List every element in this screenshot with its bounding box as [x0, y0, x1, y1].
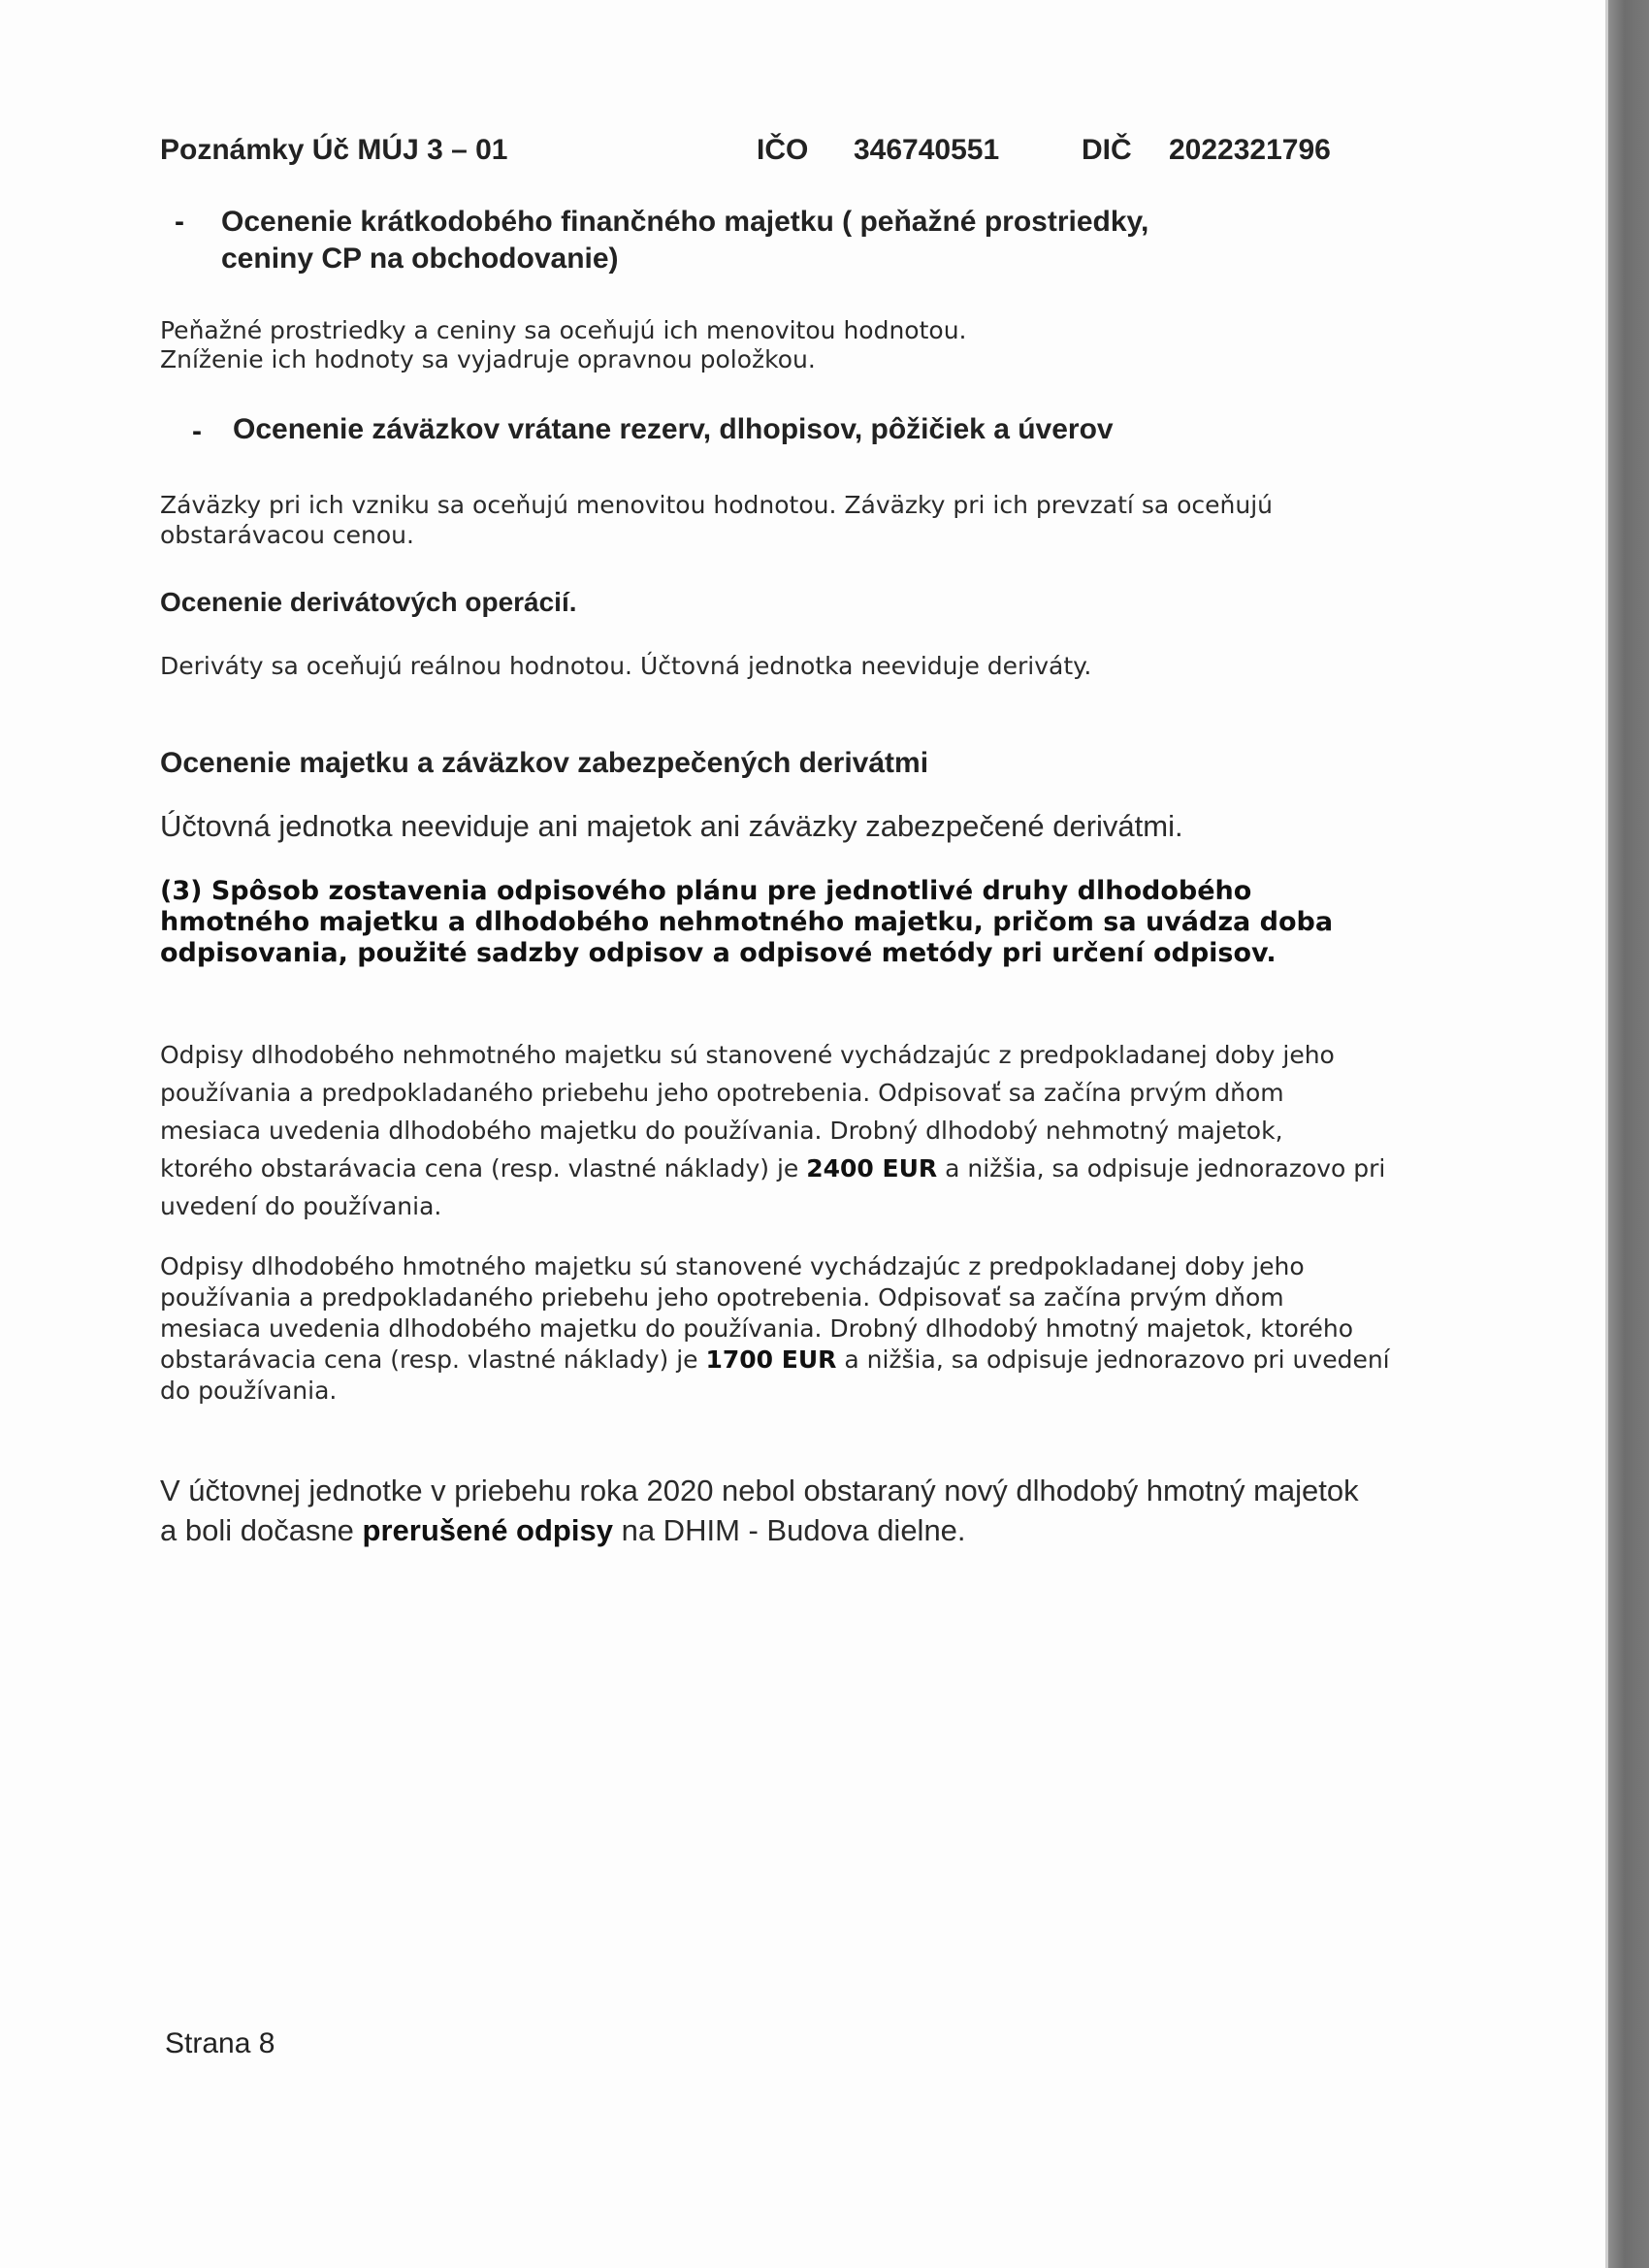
- intangible-line5: uvedení do používania.: [160, 1192, 442, 1220]
- tangible-line4-b: a nižšia, sa odpisuje jednorazovo pri uvedení: [836, 1345, 1390, 1374]
- ico-label: IČO: [757, 134, 809, 166]
- section3-heading: Ocenenie derivátových operácií.: [160, 587, 577, 617]
- section1-heading-line1: Ocenenie krátkodobého finančného majetku ( peňažné prostriedky,: [221, 206, 1149, 238]
- closing-emphasis: prerušené odpisy: [362, 1513, 613, 1547]
- section1-text-line1: Peňažné prostriedky a ceniny sa oceňujú ich menovitou hodnotou.: [160, 316, 967, 344]
- document-header: [160, 134, 1331, 167]
- section2-bullet: -: [192, 415, 202, 447]
- section3-text: Deriváty sa oceňujú reálnou hodnotou. Účtovná jednotka neeviduje deriváty.: [160, 652, 1092, 680]
- tangible-line4: [160, 1345, 1390, 1376]
- closing-line2-b: na DHIM - Budova dielne.: [612, 1513, 966, 1547]
- intangible-line1: Odpisy dlhodobého nehmotného majetku sú stanovené vychádzajúc z predpokladanej doby jeho: [160, 1041, 1335, 1069]
- section5-heading-line2: hmotného majetku a dlhodobého nehmotného majetku, pričom sa uvádza doba: [160, 907, 1334, 937]
- tangible-line5: do používania.: [160, 1377, 338, 1405]
- closing-line1: V účtovnej jednotke v priebehu roka 2020 nebol obstaraný nový dlhodobý hmotný majetok: [160, 1474, 1359, 1507]
- intangible-amount: 2400 EUR: [806, 1154, 938, 1183]
- header-title: Poznámky Úč MÚJ 3 – 01: [160, 134, 508, 166]
- intangible-line3: mesiaca uvedenia dlhodobého majetku do používania. Drobný dlhodobý nehmotný majetok,: [160, 1117, 1283, 1145]
- tangible-line1: Odpisy dlhodobého hmotného majetku sú stanovené vychádzajúc z predpokladanej doby jeho: [160, 1252, 1305, 1280]
- ico-value: 346740551: [854, 134, 1000, 166]
- section1-text-line2: Zníženie ich hodnoty sa vyjadruje opravnou položkou.: [160, 345, 816, 373]
- dic-value: 2022321796: [1169, 134, 1331, 166]
- intangible-line4-b: a nižšia, sa odpisuje jednorazovo pri: [937, 1154, 1386, 1183]
- intangible-line4-a: ktorého obstarávacia cena (resp. vlastné náklady) je: [160, 1154, 807, 1183]
- tangible-line2: používania a predpokladaného priebehu jeho opotrebenia. Odpisovať sa začína prvým dňom: [160, 1283, 1284, 1312]
- closing-line2: [160, 1512, 966, 1549]
- page-number: Strana 8: [165, 2027, 275, 2059]
- closing-line2-a: a boli dočasne: [160, 1513, 363, 1547]
- intangible-line4: [160, 1151, 1385, 1186]
- section4-text: Účtovná jednotka neeviduje ani majetok ani záväzky zabezpečené derivátmi.: [160, 809, 1183, 843]
- section2-text-line1: Záväzky pri ich vzniku sa oceňujú menovitou hodnotou. Záväzky pri ich prevzatí sa oceňujú: [160, 491, 1274, 519]
- tangible-amount: 1700 EUR: [705, 1345, 837, 1374]
- section4-heading: Ocenenie majetku a záväzkov zabezpečených derivátmi: [160, 747, 929, 779]
- section5-heading-line3: odpisovania, použité sadzby odpisov a odpisové metódy pri určení odpisov.: [160, 938, 1277, 968]
- section2-text-line2: obstarávacou cenou.: [160, 521, 414, 549]
- section1-bullet: -: [175, 206, 184, 238]
- section5-heading-line1: (3) Spôsob zostavenia odpisového plánu pre jednotlivé druhy dlhodobého: [160, 876, 1252, 906]
- section2-heading: Ocenenie záväzkov vrátane rezerv, dlhopisov, pôžičiek a úverov: [233, 413, 1114, 445]
- section1-heading-line2: ceniny CP na obchodovanie): [221, 243, 619, 275]
- dic-label: DIČ: [1082, 134, 1132, 166]
- intangible-line2: používania a predpokladaného priebehu jeho opotrebenia. Odpisovať sa začína prvým dňom: [160, 1079, 1284, 1107]
- tangible-line3: mesiaca uvedenia dlhodobého majetku do používania. Drobný dlhodobý hmotný majetok, ktorého: [160, 1314, 1354, 1343]
- scan-edge-shadow: [1608, 0, 1649, 2268]
- tangible-line4-a: obstarávacia cena (resp. vlastné náklady) je: [160, 1345, 706, 1374]
